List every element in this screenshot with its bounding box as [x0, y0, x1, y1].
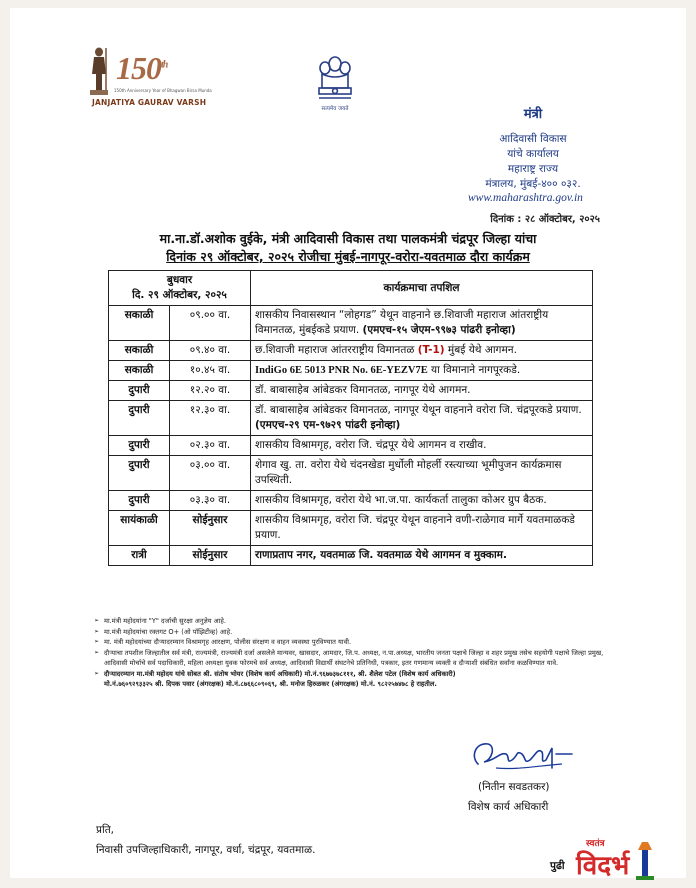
handwritten-signature-icon — [466, 734, 576, 774]
swatantra-vidarbha-watermark — [576, 838, 672, 884]
birsa-munda-figure-icon — [86, 46, 112, 96]
period-cell: सकाळी — [109, 341, 170, 361]
office-title: मंत्री — [523, 107, 543, 122]
logo-caption: JANJATIYA GAURAV VARSH — [92, 98, 207, 107]
period-cell: दुपारी — [109, 381, 170, 401]
period-cell: सकाळी — [109, 306, 170, 341]
table-header-row — [109, 271, 593, 306]
copy-to-recipients: निवासी उपजिल्हाधिकारी, नागपूर, वर्धा, चंद्रपूर, यवतमाळ. — [96, 844, 316, 856]
tour-title-line1: मा.ना.डॉ.अशोक वुईके, मंत्री आदिवासी विकास तथा पालकमंत्री चंद्रपूर जिल्हा यांचा — [159, 231, 537, 246]
program-cell: शासकीय विश्रामगृह, वरोरा जि. चंद्रपूर येथून वाहनाने वणी-राळेगाव मार्गे यवतमाळकडे प्रयाण. — [251, 511, 593, 546]
logo-number: 150th — [116, 50, 168, 86]
copy-to-label: प्रति, — [96, 824, 115, 836]
logo-subtitle: 150th Anniversary Year of Bhagwan Birsa Munda — [114, 88, 212, 93]
table-row — [109, 436, 593, 456]
program-cell: शेगाव खु. ता. वरोरा येथे चंदनखेडा मुर्धोली मोहर्ली रस्त्याच्या भूमीपुजन कार्यक्रमास उपस्थिती. — [251, 456, 593, 491]
office-line: महाराष्ट्र राज्य — [507, 163, 559, 175]
signatory-designation: विशेष कार्य अधिकारी — [468, 801, 549, 813]
time-cell: ०२.३० वा. — [170, 436, 251, 456]
note-item: ➢ मा.मंत्री महोदयांना "Y" दर्जाची सुरक्षा अनुज्ञेय आहे. — [94, 616, 614, 627]
office-line: यांचे कार्यालय — [507, 148, 559, 160]
table-row — [109, 491, 593, 511]
day-name: बुधवार — [166, 274, 193, 286]
day-date: दि. २९ ऑक्टोबर, २०२५ — [132, 289, 227, 301]
program-cell: शासकीय निवासस्थान “लोहगड” येथून वाहनाने छ.शिवाजी महाराज आंतराष्ट्रीय विमानतळ, मुंबईकडे प्रयाण. (एमएच-१५ जेएम-९९७३ पांढरी इनोव्हा) — [251, 306, 593, 341]
note-item: ➢ दौऱ्याचा तपशील जिल्हातील सर्व मंत्री, राज्यमंत्री, राज्यमंत्री दर्जा असलेले मान्यवर, खासदार, आमदार, जि.प. अध्यक्ष, न.पा.अध्यक्ष, भारतीय जनता पक्षाचे जिल्हा व शहर प्रमुख तसेच सहयोगी पक्षाचे जिल्हा प्रमुख, आदिवासी मोर्चाचे सर्व पदाधिकारी, महिला अध्यक्षा युवक फोरमचे सर्व अध्यक्ष, आदिवासी विद्यार्थी संघटनेचे प्रतिनिधी, पत्रकार, इतर गणमान्य व्यक्ती व दौऱ्याशी संबंधित सर्वांना कळविण्यात यावे. — [94, 648, 614, 669]
svg-text:सत्यमेव जयते: सत्यमेव जयते — [321, 106, 349, 112]
time-cell: सोईनुसार — [170, 546, 251, 566]
program-cell: राणाप्रताप नगर, यवतमाळ जि. यवतमाळ येथे आगमन व मुक्काम. — [251, 546, 593, 566]
time-cell: १२.२० वा. — [170, 381, 251, 401]
notes-list — [94, 616, 614, 690]
period-cell: रात्री — [109, 546, 170, 566]
table-row — [109, 306, 593, 341]
national-emblem-icon — [310, 54, 360, 116]
program-cell: छ.शिवाजी महाराज आंतरराष्ट्रीय विमानतळ (T-1) मुंबई येथे आगमन. — [251, 341, 593, 361]
website-link[interactable]: www.maharashtra.gov.in — [468, 192, 583, 204]
note-item: ➢ दौऱ्यादरम्यान मा.मंत्री महोदय यांचे सोबत श्री. संतोष भोयर (विशेष कार्य अधिकारी) मो.नं.९६७७३७८१११, श्री. शैलेश पटेल (विशेष कार्य अधिकारी) — [94, 669, 614, 680]
table-row — [109, 361, 593, 381]
time-cell: १२.३० वा. — [170, 401, 251, 436]
watermark-small-text: स्वतंत्र — [586, 839, 605, 849]
program-cell: शासकीय विश्रामगृह, वरोरा येथे भा.ज.पा. कार्यकर्ता तालुका कोअर ग्रुप बैठक. — [251, 491, 593, 511]
janjatiya-gaurav-logo — [86, 46, 212, 112]
note-item: ➢ मा. मंत्री महोदयांच्या दौऱ्यादरम्यान विश्रामगृह आरक्षण, पोलीस संरक्षण व वाहन व्यवस्था पुरविण्यात यावी. — [94, 637, 614, 648]
tour-title-line2: दिनांक २९ ऑक्टोबर, २०२५ रोजीचा मुंबई-नागपूर-वरोरा-यवतमाळ दौरा कार्यक्रम — [166, 249, 530, 264]
program-cell: डॉ. बाबासाहेब आंबेडकर विमानतळ, नागपूर येथून वाहनाने वरोरा जि. चंद्रपूरकडे प्रयाण. (एमएच-२९ एम-९७२९ पांढरी इनोव्हा) — [251, 401, 593, 436]
office-line: मंत्रालय, मुंबई-४०० ०३२. — [485, 178, 581, 190]
program-cell: IndiGo 6E 5013 PNR No. 6E-YEZV7E या विमानाने नागपूरकडे. — [251, 361, 593, 381]
program-cell: शासकीय विश्रामगृह, वरोरा जि. चंद्रपूर येथे आगमन व राखीव. — [251, 436, 593, 456]
note-item: ➢ मा.मंत्री महोदयांचा रक्तगट O+ (ओ पॉझिटीव्ह) आहे. — [94, 627, 614, 638]
table-row — [109, 511, 593, 546]
table-row — [109, 381, 593, 401]
time-cell: ०३.०० वा. — [170, 456, 251, 491]
program-cell: डॉ. बाबासाहेब आंबेडकर विमानतळ, नागपूर येथे आगमन. — [251, 381, 593, 401]
time-cell: सोईनुसार — [170, 511, 251, 546]
signatory-name: (नितीन सवडतकर) — [478, 781, 550, 793]
table-row — [109, 341, 593, 361]
period-cell: दुपारी — [109, 436, 170, 456]
period-cell: दुपारी — [109, 401, 170, 436]
program-header: कार्यक्रमाचा तपशिल — [251, 271, 593, 306]
forward-label: पुढी — [550, 860, 565, 872]
time-cell: ०९.४० वा. — [170, 341, 251, 361]
letter-date: दिनांक : २८ ऑक्टोबर, २०२५ — [490, 214, 600, 225]
letter-page — [10, 8, 686, 881]
period-cell: दुपारी — [109, 456, 170, 491]
time-cell: १०.४५ वा. — [170, 361, 251, 381]
note-item-continued: मो.नं.७६०९२९३३२५ श्री. दिपक पवार (अंगरक्षक) मो.नं.८७६६८०९०६९, श्री. मनोज हिरुळकर (अंगरक्षक) मो.नं. ९८२२५७४७८ हे राहतील. — [104, 680, 437, 688]
office-line: आदिवासी विकास — [499, 133, 567, 145]
table-row — [109, 456, 593, 491]
day-header — [109, 271, 251, 306]
table-row — [109, 401, 593, 436]
time-cell: ०९.०० वा. — [170, 306, 251, 341]
tour-schedule-table — [108, 270, 593, 566]
time-cell: ०३.३० वा. — [170, 491, 251, 511]
period-cell: सायंकाळी — [109, 511, 170, 546]
office-address — [478, 104, 588, 192]
table-row — [109, 546, 593, 566]
period-cell: सकाळी — [109, 361, 170, 381]
watermark-big-text: विदर्भ — [576, 851, 630, 881]
period-cell: दुपारी — [109, 491, 170, 511]
